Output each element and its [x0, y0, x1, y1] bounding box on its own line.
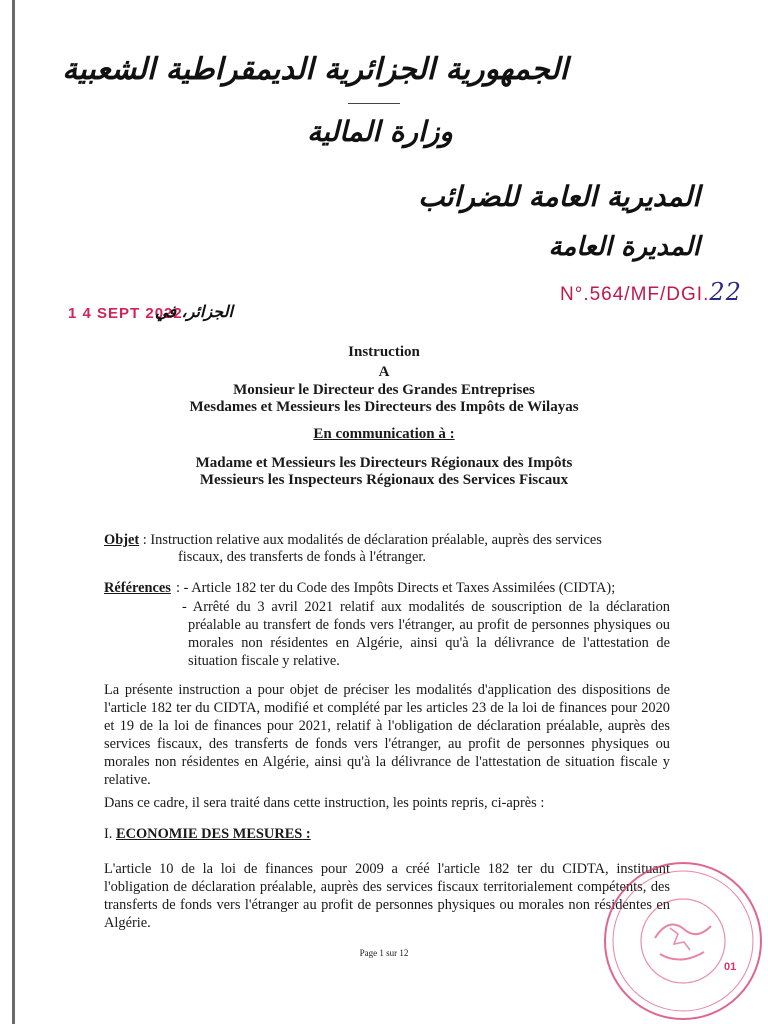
reference-number-stamp: N°.564/MF/DGI.	[560, 284, 710, 305]
reference-number	[560, 278, 742, 306]
references-label-wrap	[104, 580, 171, 597]
header-divider	[348, 103, 400, 104]
page-number: Page 1 sur 12	[359, 948, 409, 958]
seal-number: 01	[724, 961, 737, 973]
date-place-ar: الجزائر، في	[155, 302, 233, 321]
object-text-1: : Instruction relative aux modalités de déclaration préalable, auprès des services	[139, 532, 602, 548]
directorate-title-ar: المديرية العامة للضرائب	[418, 180, 700, 213]
addressee-line-2: Mesdames et Messieurs les Directeurs des Impôts de Wilayas	[189, 399, 579, 415]
section-1-title: ECONOMIE DES MESURES	[116, 826, 303, 842]
section-1-number: I.	[104, 826, 116, 842]
reference-1: : - Article 182 ter du Code des Impôts Directs et Taxes Assimilées (CIDTA);	[176, 580, 616, 596]
addressee-line-3: Madame et Messieurs les Directeurs Régionaux des Impôts	[195, 455, 573, 471]
object-line	[104, 531, 670, 549]
reference-2-text: Arrêté du 3 avril 2021 relatif aux modalités de souscription de la déclaration préalable au transfert de fonds vers l'étranger, au profit de personnes physiques ou morales non résidentes en Algérie, ainsi qu'à la délivrance de l'attestation de situation fiscale y relative.	[188, 599, 670, 669]
references-label: Références	[104, 580, 171, 596]
page-left-edge	[12, 0, 15, 1024]
section-heading-1	[104, 826, 311, 843]
body-paragraph-3: L'article 10 de la loi de finances pour 2009 a créé l'article 182 ter du CIDTA, instituant l'obligation de déclaration préalable, auprès des services fiscaux territorialement compétents, des transferts de fonds vers l'étranger au profit de personnes physiques ou morales non résidentes en Algérie.	[104, 861, 670, 931]
addressee-to: A	[378, 364, 390, 380]
reference-2: - Arrêté du 3 avril 2021 relatif aux modalités de souscription de la déclaration préalable au transfert de fonds vers l'étranger, au profit de personnes physiques ou morales non résidentes en Algérie, ainsi qu'à la délivrance de l'attestation de situation fiscale y relative.	[182, 599, 670, 669]
communication-label: En communication à :	[313, 426, 455, 442]
date-stamp: 1 4 SEPT 2022	[68, 305, 183, 322]
body-paragraph-2: Dans ce cadre, il sera traité dans cette instruction, les points repris, ci-après :	[104, 795, 545, 811]
body-paragraph-1: La présente instruction a pour objet de préciser les modalités d'application des dispositions de l'article 182 ter du CIDTA, modifié et complété par les articles 23 de la loi de finances pour 2020 et 19 de la loi de finances pour 2021, relatif à l'obligation de déclaration préalable, auprès des services fiscaux, des transferts de fonds vers l'étranger, au profit de personnes physiques ou morales non résidentes en Algérie, ainsi qu'à la délivrance de l'attestation de situation fiscale y relative.	[104, 682, 670, 788]
addressee-line-1: Monsieur le Directeur des Grandes Entreprises	[233, 382, 535, 398]
addressee-line-4: Messieurs les Inspecteurs Régionaux des Services Fiscaux	[199, 472, 569, 488]
reference-number-handwritten: 22	[709, 278, 742, 306]
section-1-suffix: :	[302, 826, 311, 842]
republic-title-ar: الجمهورية الجزائرية الديمقراطية الشعبية	[62, 52, 568, 87]
object-label: Objet	[104, 532, 140, 548]
official-seal-icon	[600, 858, 766, 1024]
object-text-2: fiscaux, des transferts de fonds à l'étranger.	[178, 549, 426, 565]
general-directorate-ar: المديرة العامة	[548, 232, 700, 262]
ministry-title-ar: وزارة المالية	[307, 115, 453, 148]
instruction-heading: Instruction	[348, 344, 420, 360]
